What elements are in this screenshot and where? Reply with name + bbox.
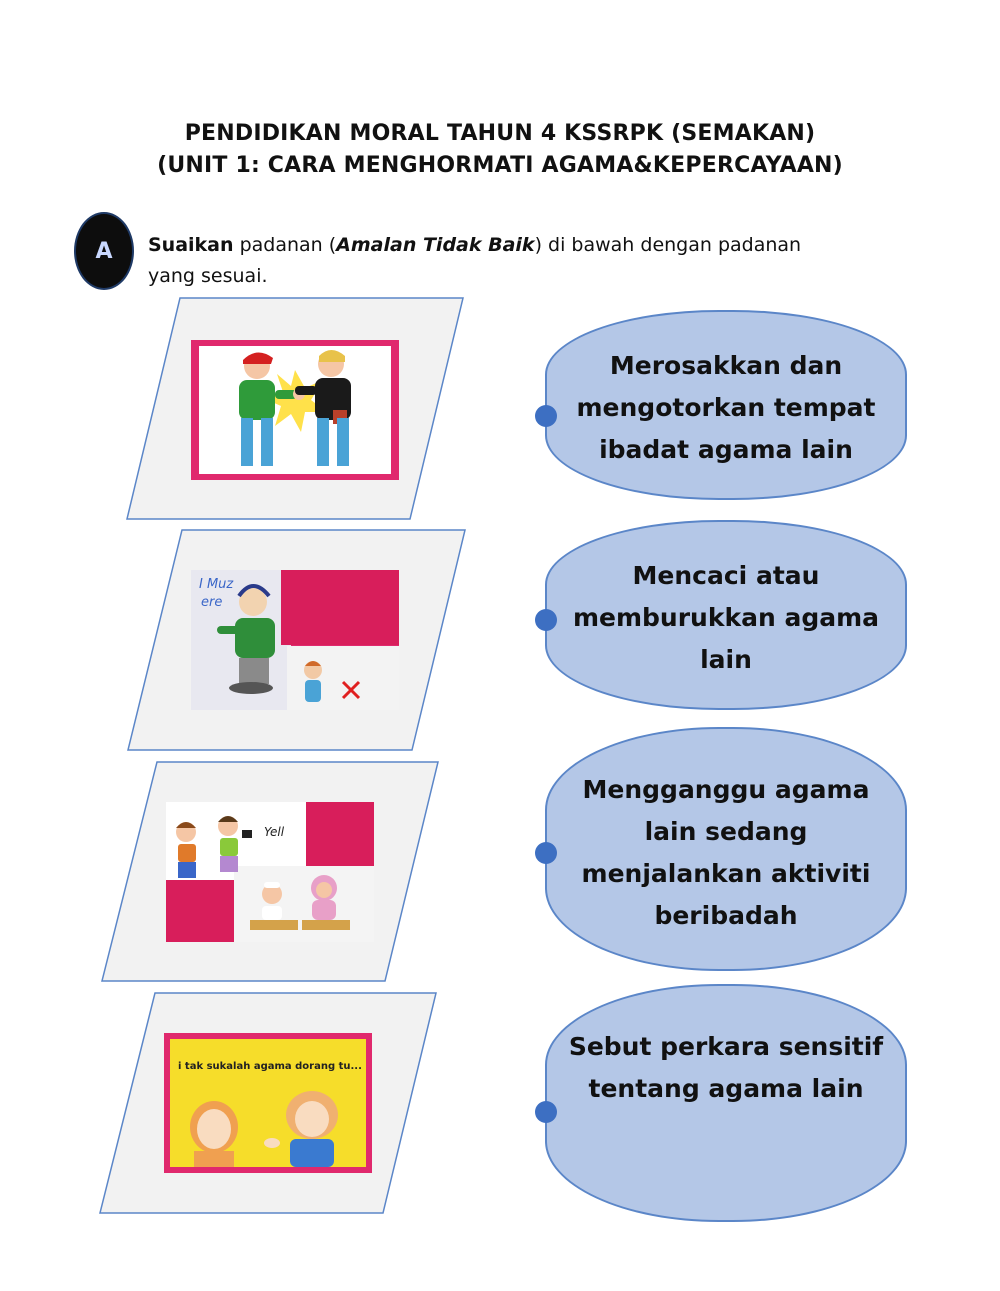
match-dot-2[interactable] bbox=[535, 609, 557, 631]
instruction-part3: ) di bawah dengan padanan bbox=[534, 234, 802, 256]
answer-pill-3[interactable] bbox=[545, 727, 907, 971]
instruction-line2: yang sesuai. bbox=[148, 265, 268, 287]
disturbing-prayer-picture bbox=[166, 802, 374, 942]
answer-2-line-2: memburukkan agama bbox=[572, 603, 880, 632]
svg-text:Yell: Yell bbox=[264, 825, 285, 839]
answer-2-line-3: lain bbox=[700, 645, 752, 674]
svg-text:I Muz: I Muz bbox=[199, 577, 234, 592]
answer-3-line-1: Mengganggu agama bbox=[582, 775, 870, 804]
title-line-2: (UNIT 1: CARA MENGHORMATI AGAMA&KEPERCAYAAN) bbox=[157, 153, 843, 178]
match-dot-1[interactable] bbox=[535, 405, 557, 427]
vandalism-graffiti-picture bbox=[191, 570, 399, 710]
match-dot-4[interactable] bbox=[535, 1101, 557, 1123]
answer-4-line-2: tentang agama lain bbox=[588, 1074, 864, 1103]
instruction-part2: padanan ( bbox=[233, 234, 337, 256]
answer-pill-1[interactable] bbox=[545, 310, 907, 500]
title-line-1: PENDIDIKAN MORAL TAHUN 4 KSSRPK (SEMAKAN) bbox=[184, 121, 816, 146]
picture-caption: i tak sukalah agama dorang tu... bbox=[178, 1061, 362, 1072]
answer-4-line-1: Sebut perkara sensitif bbox=[568, 1032, 884, 1061]
answer-pill-2[interactable] bbox=[545, 520, 907, 710]
fighting-boys-picture bbox=[191, 340, 399, 480]
answer-3-line-4: beribadah bbox=[654, 901, 798, 930]
answer-2-line-1: Mencaci atau bbox=[632, 561, 820, 590]
match-dot-3[interactable] bbox=[535, 842, 557, 864]
answer-1-line-2: mengotorkan tempat bbox=[576, 393, 876, 422]
instruction-bold: Suaikan bbox=[148, 234, 234, 256]
answer-1-line-1: Merosakkan dan bbox=[609, 351, 843, 380]
answer-1-line-3: ibadat agama lain bbox=[599, 435, 853, 464]
answer-3-line-3: menjalankan aktiviti bbox=[581, 859, 871, 888]
answer-pill-4[interactable] bbox=[545, 984, 907, 1222]
section-badge: A bbox=[74, 212, 134, 290]
svg-text:ere: ere bbox=[201, 595, 223, 610]
sensitive-talk-picture bbox=[164, 1033, 372, 1173]
instruction-bold-italic: Amalan Tidak Baik bbox=[336, 234, 535, 256]
answer-3-line-2: lain sedang bbox=[644, 817, 808, 846]
